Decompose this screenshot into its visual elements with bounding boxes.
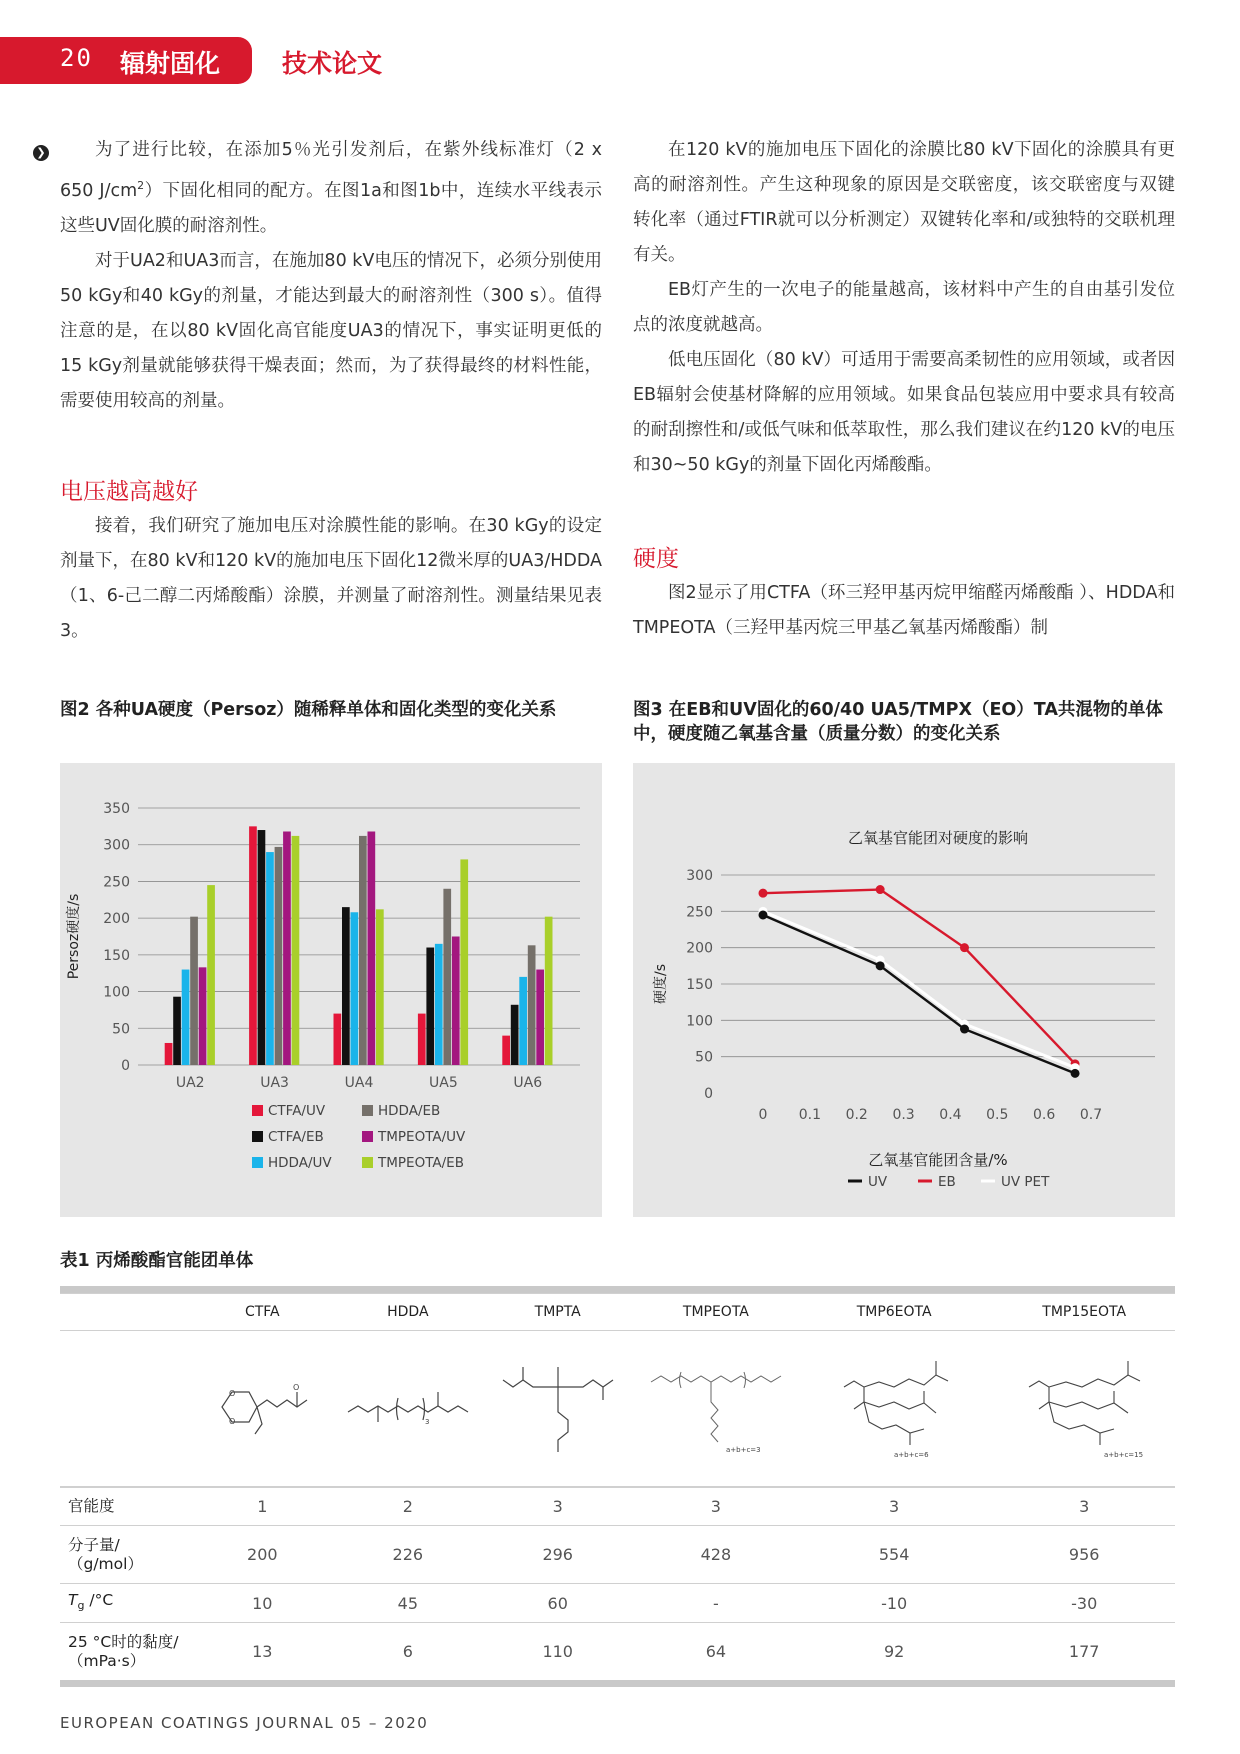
legend-swatch <box>252 1131 263 1142</box>
y-tick-label: 0 <box>121 1058 130 1074</box>
y-tick-label: 50 <box>695 1049 713 1066</box>
table-cell: 554 <box>795 1526 994 1584</box>
y-tick-label: 250 <box>686 904 713 921</box>
bar-UA5-HDDA/UV <box>435 944 443 1065</box>
paragraph: 低电压固化（80 kV）可适用于需要高柔韧性的应用领域，或者因EB辐射会使基材降解的应用领域。如果食品包装应用中要求具有较高的耐刮擦性和/或低气味和低萃取性，那么我们建议在约120 kV的电压和30~50 kGy的剂量下固化丙烯酸酯。 <box>633 350 1175 475</box>
legend-label: HDDA/UV <box>268 1155 332 1171</box>
x-tick-label: 0.7 <box>1079 1107 1103 1123</box>
svg-text:O: O <box>229 1388 236 1398</box>
table-cell: 428 <box>637 1526 795 1584</box>
legend-label: UV PET <box>1001 1174 1050 1190</box>
y-tick-label: 50 <box>112 1021 130 1038</box>
right-column-continued <box>633 576 1175 646</box>
legend-swatch <box>362 1105 373 1116</box>
bar-UA5-TMPEOTA/UV <box>452 937 460 1066</box>
table-cell: 64 <box>637 1623 795 1684</box>
bar-UA5-HDDA/EB <box>443 889 451 1065</box>
data-point-UV <box>960 1025 969 1034</box>
table-cell: 2 <box>337 1487 478 1526</box>
paragraph: 接着，我们研究了施加电压对涂膜性能的影响。在30 kGy的设定剂量下，在80 kV和120 kV的施加电压下固化12微米厚的UA3/HDDA（1、6-己二醇二丙烯酸酯）涂膜，并测量了耐溶剂性。测量结果见表3。 <box>60 516 602 641</box>
figure2-chart <box>60 763 602 1217</box>
table-cell: 110 <box>479 1623 637 1684</box>
table-cell: 60 <box>479 1584 637 1623</box>
series-line-EB <box>763 890 1075 1064</box>
column-header: HDDA <box>337 1294 478 1331</box>
legend-swatch <box>362 1157 373 1168</box>
legend-swatch <box>252 1105 263 1116</box>
figure3-chart <box>633 763 1175 1217</box>
y-tick-label: 300 <box>686 868 713 884</box>
legend-swatch <box>362 1131 373 1142</box>
section-heading: 硬度 <box>633 546 679 572</box>
table-cell: 6 <box>337 1623 478 1684</box>
x-tick-label: 0 <box>758 1107 768 1123</box>
row-label: 25 °C时的黏度/（mPa·s） <box>60 1623 187 1684</box>
svg-text:O: O <box>293 1382 300 1392</box>
table-cell: 45 <box>337 1584 478 1623</box>
bar-UA2-TMPEOTA/EB <box>207 885 215 1065</box>
left-column-continued <box>60 509 602 649</box>
x-tick-label: 0.5 <box>986 1107 1009 1123</box>
ctfa-structure-image <box>187 1331 337 1488</box>
x-tick-label: UA5 <box>429 1075 458 1091</box>
y-tick-label: 150 <box>686 977 713 993</box>
page-number: 20 <box>60 44 93 72</box>
tmp6eota-structure-image <box>795 1331 994 1488</box>
column-header: TMP6EOTA <box>795 1294 994 1331</box>
table-cell: 226 <box>337 1526 478 1584</box>
y-tick-label: 350 <box>103 801 130 817</box>
y-axis-label: Persoz硬度/s <box>66 893 82 980</box>
paragraph: 在120 kV的施加电压下固化的涂膜比80 kV下固化的涂膜具有更高的耐溶剂性。产生这种现象的原因是交联密度，该交联密度与双键转化率（通过FTIR就可以分析测定）双键转化率和/或独特的交联机理有关。 <box>633 140 1175 265</box>
x-tick-label: 0.2 <box>845 1107 868 1123</box>
row-label: 分子量/（g/mol） <box>60 1526 187 1584</box>
x-tick-label: 0.1 <box>798 1107 821 1123</box>
y-tick-label: 0 <box>704 1086 713 1102</box>
x-tick-label: UA2 <box>175 1075 205 1091</box>
bar-UA2-CTFA/UV <box>165 1043 173 1065</box>
table-cell: 200 <box>187 1526 337 1584</box>
tmp15eota-structure-image <box>993 1331 1175 1488</box>
bar-UA6-HDDA/UV <box>519 977 527 1065</box>
y-tick-label: 300 <box>103 837 130 854</box>
data-point-UV <box>759 910 768 919</box>
hdda-structure-image <box>337 1331 478 1488</box>
footer: EUROPEAN COATINGS JOURNAL 05 – 2020 <box>60 1714 429 1732</box>
table-cell: 1 <box>187 1487 337 1526</box>
section-title: 辐射固化 <box>120 49 221 78</box>
svg-text:a+b+c=3: a+b+c=3 <box>725 1445 761 1454</box>
legend-label: CTFA/UV <box>268 1103 326 1119</box>
svg-text:O: O <box>229 1416 236 1426</box>
x-tick-label: UA3 <box>260 1075 289 1091</box>
x-tick-label: UA4 <box>344 1075 374 1091</box>
paragraph: 图2显示了用CTFA（环三羟甲基丙烷甲缩醛丙烯酸酯 ）、HDDA和TMPEOTA（三羟甲基丙烷三甲基乙氧基丙烯酸酯）制 <box>633 583 1175 638</box>
legend-label: EB <box>938 1174 956 1190</box>
paragraph: 对于UA2和UA3而言，在施加80 kV电压的情况下，必须分别使用50 kGy和40 kGy的剂量，才能达到最大的耐溶剂性（300 s）。值得注意的是，在以80 kV固化高官能度UA3的情况下，事实证明更低的15 kGy剂量就能够获得干燥表面；然而，为了获得最终的材料性能，需要使用较高的剂量。 <box>60 250 602 411</box>
table-cell: 177 <box>993 1623 1175 1684</box>
legend-swatch <box>252 1157 263 1168</box>
right-column <box>633 133 1175 483</box>
table-cell: 92 <box>795 1623 994 1684</box>
bar-UA6-CTFA/EB <box>511 1005 519 1065</box>
y-tick-label: 150 <box>103 947 130 964</box>
figure3-caption: 图3 在EB和UV固化的60/40 UA5/TMPX（EO）TA共混物的单体中，硬度随乙氧基含量（质量分数）的变化关系 <box>633 700 1163 744</box>
y-tick-label: 200 <box>103 911 130 928</box>
y-axis-label: 硬度/s <box>653 963 669 1005</box>
table-cell: -30 <box>993 1584 1175 1623</box>
paragraph: 为了进行比较，在添加5％光引发剂后，在紫外线标准灯（2 x 650 $J/cm^2$）下固化相同的配方。在图1a和图1b中，连续水平线表示这些UV固化膜的耐溶剂性。 <box>60 140 602 236</box>
y-tick-label: 200 <box>686 940 713 957</box>
bar-UA4-TMPEOTA/EB <box>376 909 384 1065</box>
tmpeota-structure-image <box>637 1331 795 1488</box>
svg-text:a+b+c=15: a+b+c=15 <box>1104 1450 1144 1459</box>
bar-UA6-TMPEOTA/UV <box>536 970 544 1065</box>
bar-UA2-CTFA/EB <box>173 997 181 1065</box>
column-header: TMP15EOTA <box>993 1294 1175 1331</box>
svg-text:a+b+c=6: a+b+c=6 <box>894 1450 929 1459</box>
table-cell: 13 <box>187 1623 337 1684</box>
data-point-EB <box>960 943 969 952</box>
table1-caption: 表1 丙烯酸酯官能团单体 <box>60 1251 254 1271</box>
bar-UA6-TMPEOTA/EB <box>545 917 553 1065</box>
bar-UA2-HDDA/EB <box>190 917 198 1065</box>
bar-UA3-TMPEOTA/EB <box>292 836 300 1065</box>
column-header: CTFA <box>187 1294 337 1331</box>
bar-UA6-HDDA/EB <box>528 945 536 1065</box>
bar-UA2-TMPEOTA/UV <box>199 967 207 1065</box>
data-point-UV <box>1071 1069 1080 1078</box>
paragraph: EB灯产生的一次电子的能量越高，该材料中产生的自由基引发位点的浓度就越高。 <box>633 280 1175 335</box>
bar-UA3-HDDA/EB <box>275 847 283 1065</box>
bar-UA4-TMPEOTA/UV <box>368 831 376 1065</box>
continue-arrow-icon: ❯ <box>33 145 49 161</box>
data-point-UV <box>876 961 885 970</box>
table-cell: 3 <box>637 1487 795 1526</box>
chart-title: 乙氧基官能团对硬度的影响 <box>847 829 1029 847</box>
data-point-EB <box>759 889 768 898</box>
legend-label: TMPEOTA/UV <box>378 1129 466 1145</box>
x-tick-label: 0.4 <box>939 1107 962 1123</box>
bar-UA4-HDDA/UV <box>351 912 359 1065</box>
figure2-caption: 图2 各种UA硬度（Persoz）随稀释单体和固化类型的变化关系 <box>60 700 557 720</box>
bar-UA4-CTFA/UV <box>334 1014 342 1065</box>
table-cell: 10 <box>187 1584 337 1623</box>
table-cell: -10 <box>795 1584 994 1623</box>
table-cell: 956 <box>993 1526 1175 1584</box>
legend-label: UV <box>868 1174 888 1190</box>
left-column <box>60 133 602 419</box>
table1 <box>60 1286 1175 1687</box>
data-point-EB <box>876 885 885 894</box>
legend-label: CTFA/EB <box>268 1129 324 1145</box>
column-header: TMPEOTA <box>637 1294 795 1331</box>
legend-label: TMPEOTA/EB <box>378 1155 464 1171</box>
bar-UA3-CTFA/UV <box>249 826 257 1065</box>
x-axis-label: 乙氧基官能团含量/% <box>868 1151 1008 1169</box>
bar-UA3-HDDA/UV <box>266 852 274 1065</box>
bar-UA5-TMPEOTA/EB <box>460 859 468 1065</box>
table-cell: 3 <box>795 1487 994 1526</box>
table-cell: - <box>637 1584 795 1623</box>
x-tick-label: UA6 <box>513 1075 543 1091</box>
row-label: 官能度 <box>60 1487 187 1526</box>
category-title: 技术论文 <box>282 49 383 78</box>
table-corner <box>60 1331 187 1488</box>
bar-UA6-CTFA/UV <box>502 1036 510 1065</box>
bar-UA2-HDDA/UV <box>182 970 190 1065</box>
bar-UA5-CTFA/EB <box>426 948 434 1065</box>
x-tick-label: 0.3 <box>892 1107 915 1123</box>
section-heading: 电压越高越好 <box>60 479 198 505</box>
bar-UA3-CTFA/EB <box>258 830 266 1065</box>
table-corner <box>60 1294 187 1331</box>
y-tick-label: 100 <box>686 1013 713 1030</box>
bar-UA5-CTFA/UV <box>418 1014 426 1065</box>
bar-UA4-CTFA/EB <box>342 907 350 1065</box>
y-tick-label: 250 <box>103 874 130 891</box>
bar-UA4-HDDA/EB <box>359 836 367 1065</box>
svg-text:3: 3 <box>424 1417 430 1426</box>
table-cell: 3 <box>993 1487 1175 1526</box>
line-chart <box>633 763 1175 1217</box>
bar-UA3-TMPEOTA/UV <box>283 831 291 1065</box>
tmpta-structure-image <box>479 1331 637 1488</box>
bar-chart <box>60 763 602 1217</box>
row-label: $T_g$ /°C <box>60 1584 187 1623</box>
y-tick-label: 100 <box>103 984 130 1001</box>
legend-label: HDDA/EB <box>378 1103 441 1119</box>
table-cell: 3 <box>479 1487 637 1526</box>
column-header: TMPTA <box>479 1294 637 1331</box>
x-tick-label: 0.6 <box>1033 1107 1056 1123</box>
table-cell: 296 <box>479 1526 637 1584</box>
